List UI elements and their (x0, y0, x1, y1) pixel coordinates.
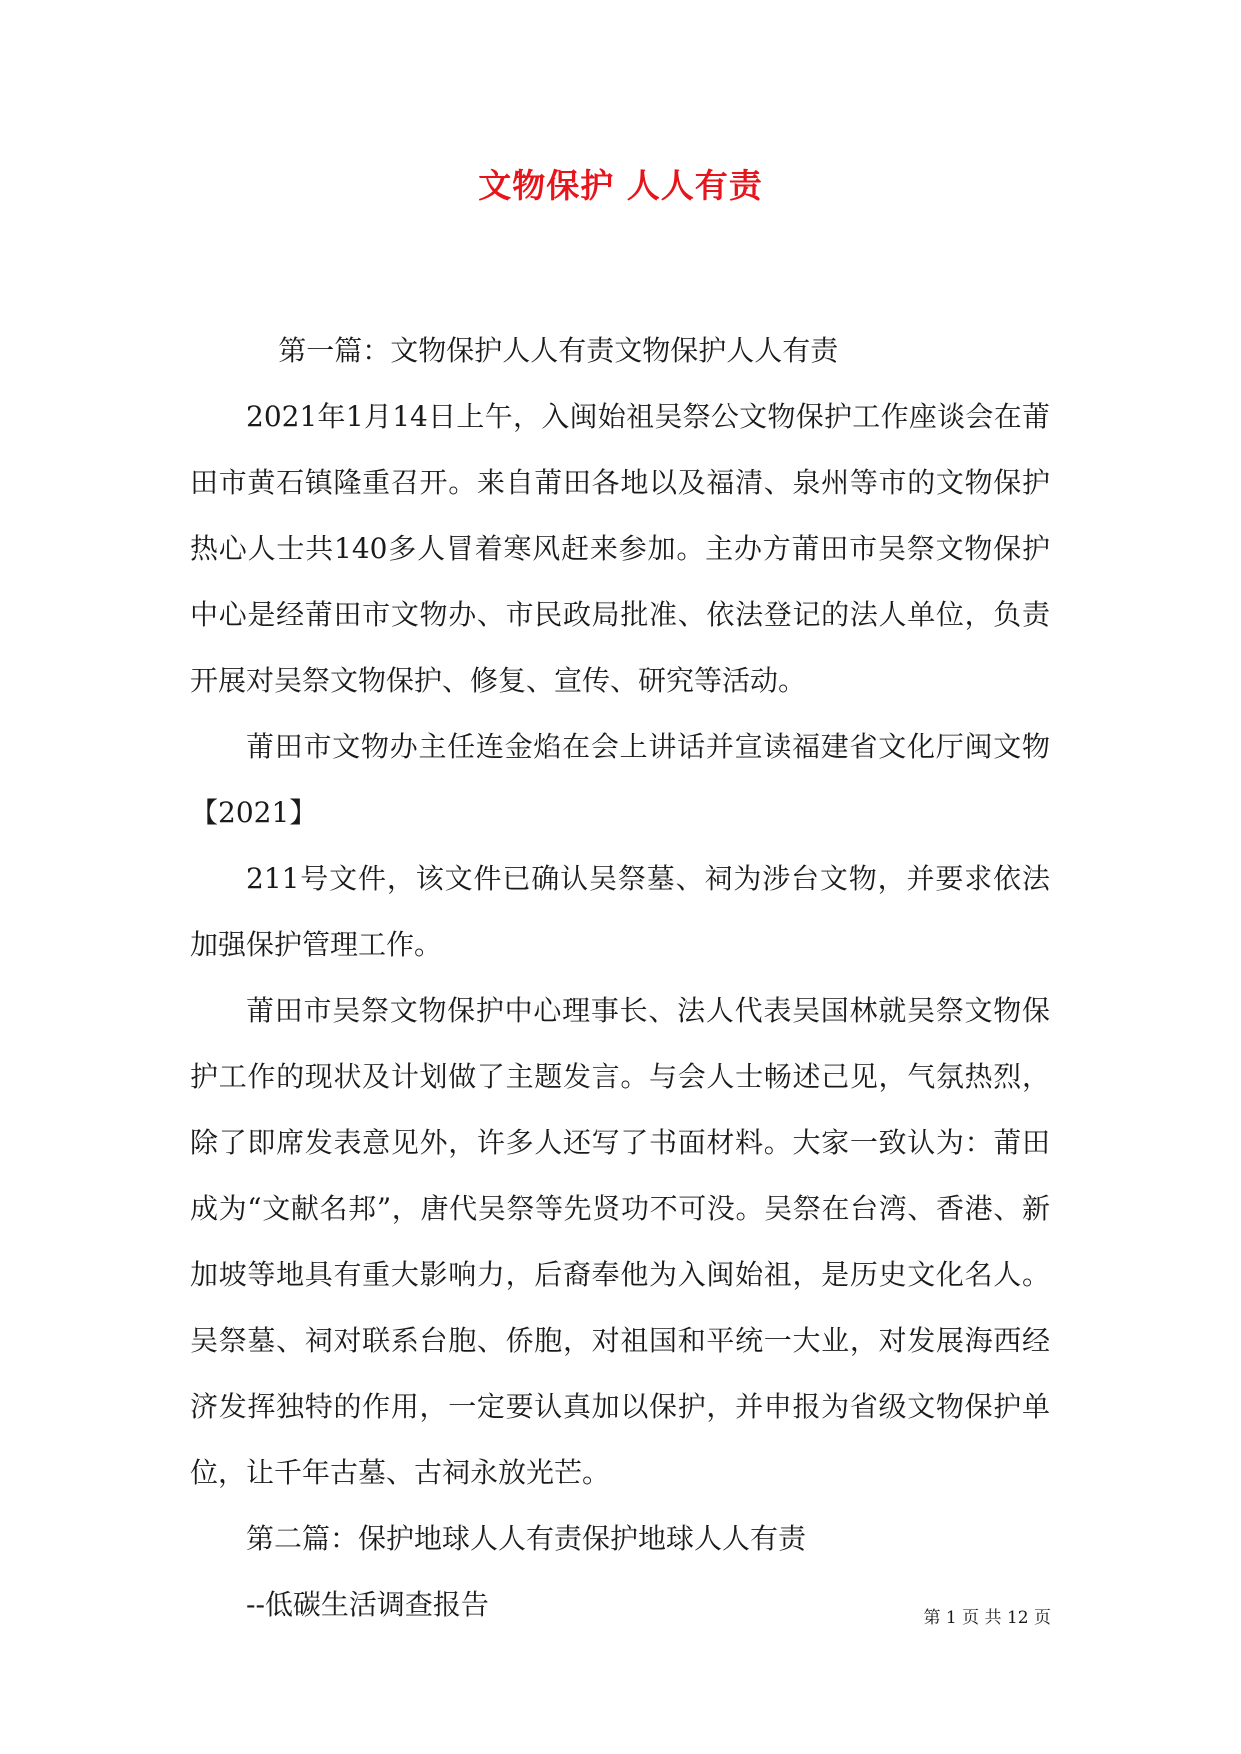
paragraph: 莆田市文物办主任连金焰在会上讲话并宣读福建省文化厅闽文物【2021】 (190, 730, 1050, 829)
paragraph-heading-1: 第一篇：文物保护人人有责文物保护人人有责 (278, 334, 839, 367)
paragraph-subheading: --低碳生活调查报告 (246, 1588, 489, 1621)
paragraph: 2021年1月14日上午，入闽始祖吴祭公文物保护工作座谈会在莆田市黄石镇隆重召开。来自莆田各地以及福清、泉州等市的文物保护热心人士共140多人冒着寒风赶来参加。主办方莆田市吴祭文物保护中心是经莆田市文物办、市民政局批准、依法登记的法人单位，负责开展对吴祭文物保护、修复、宣传、研究等活动。 (190, 400, 1050, 697)
page-number-footer: 第 1 页 共 12 页 (923, 1608, 1051, 1628)
page-title: 文物保护 人人有责 (478, 166, 763, 205)
paragraph: 莆田市吴祭文物保护中心理事长、法人代表吴国林就吴祭文物保护工作的现状及计划做了主题发言。与会人士畅述己见，气氛热烈，除了即席发表意见外，许多人还写了书面材料。大家一致认为：莆田成为“文献名邦”，唐代吴祭等先贤功不可没。吴祭在台湾、香港、新加坡等地具有重大影响力，后裔奉他为入闽始祖，是历史文化名人。吴祭墓、祠对联系台胞、侨胞，对祖国和平统一大业，对发展海西经济发挥独特的作用，一定要认真加以保护，并申报为省级文物保护单位，让千年古墓、古祠永放光芒。 (190, 994, 1050, 1489)
paragraph-heading-2: 第二篇：保护地球人人有责保护地球人人有责 (246, 1522, 807, 1555)
paragraph: 211号文件，该文件已确认吴祭墓、祠为涉台文物，并要求依法加强保护管理工作。 (190, 862, 1050, 961)
document-body (190, 318, 1050, 1638)
